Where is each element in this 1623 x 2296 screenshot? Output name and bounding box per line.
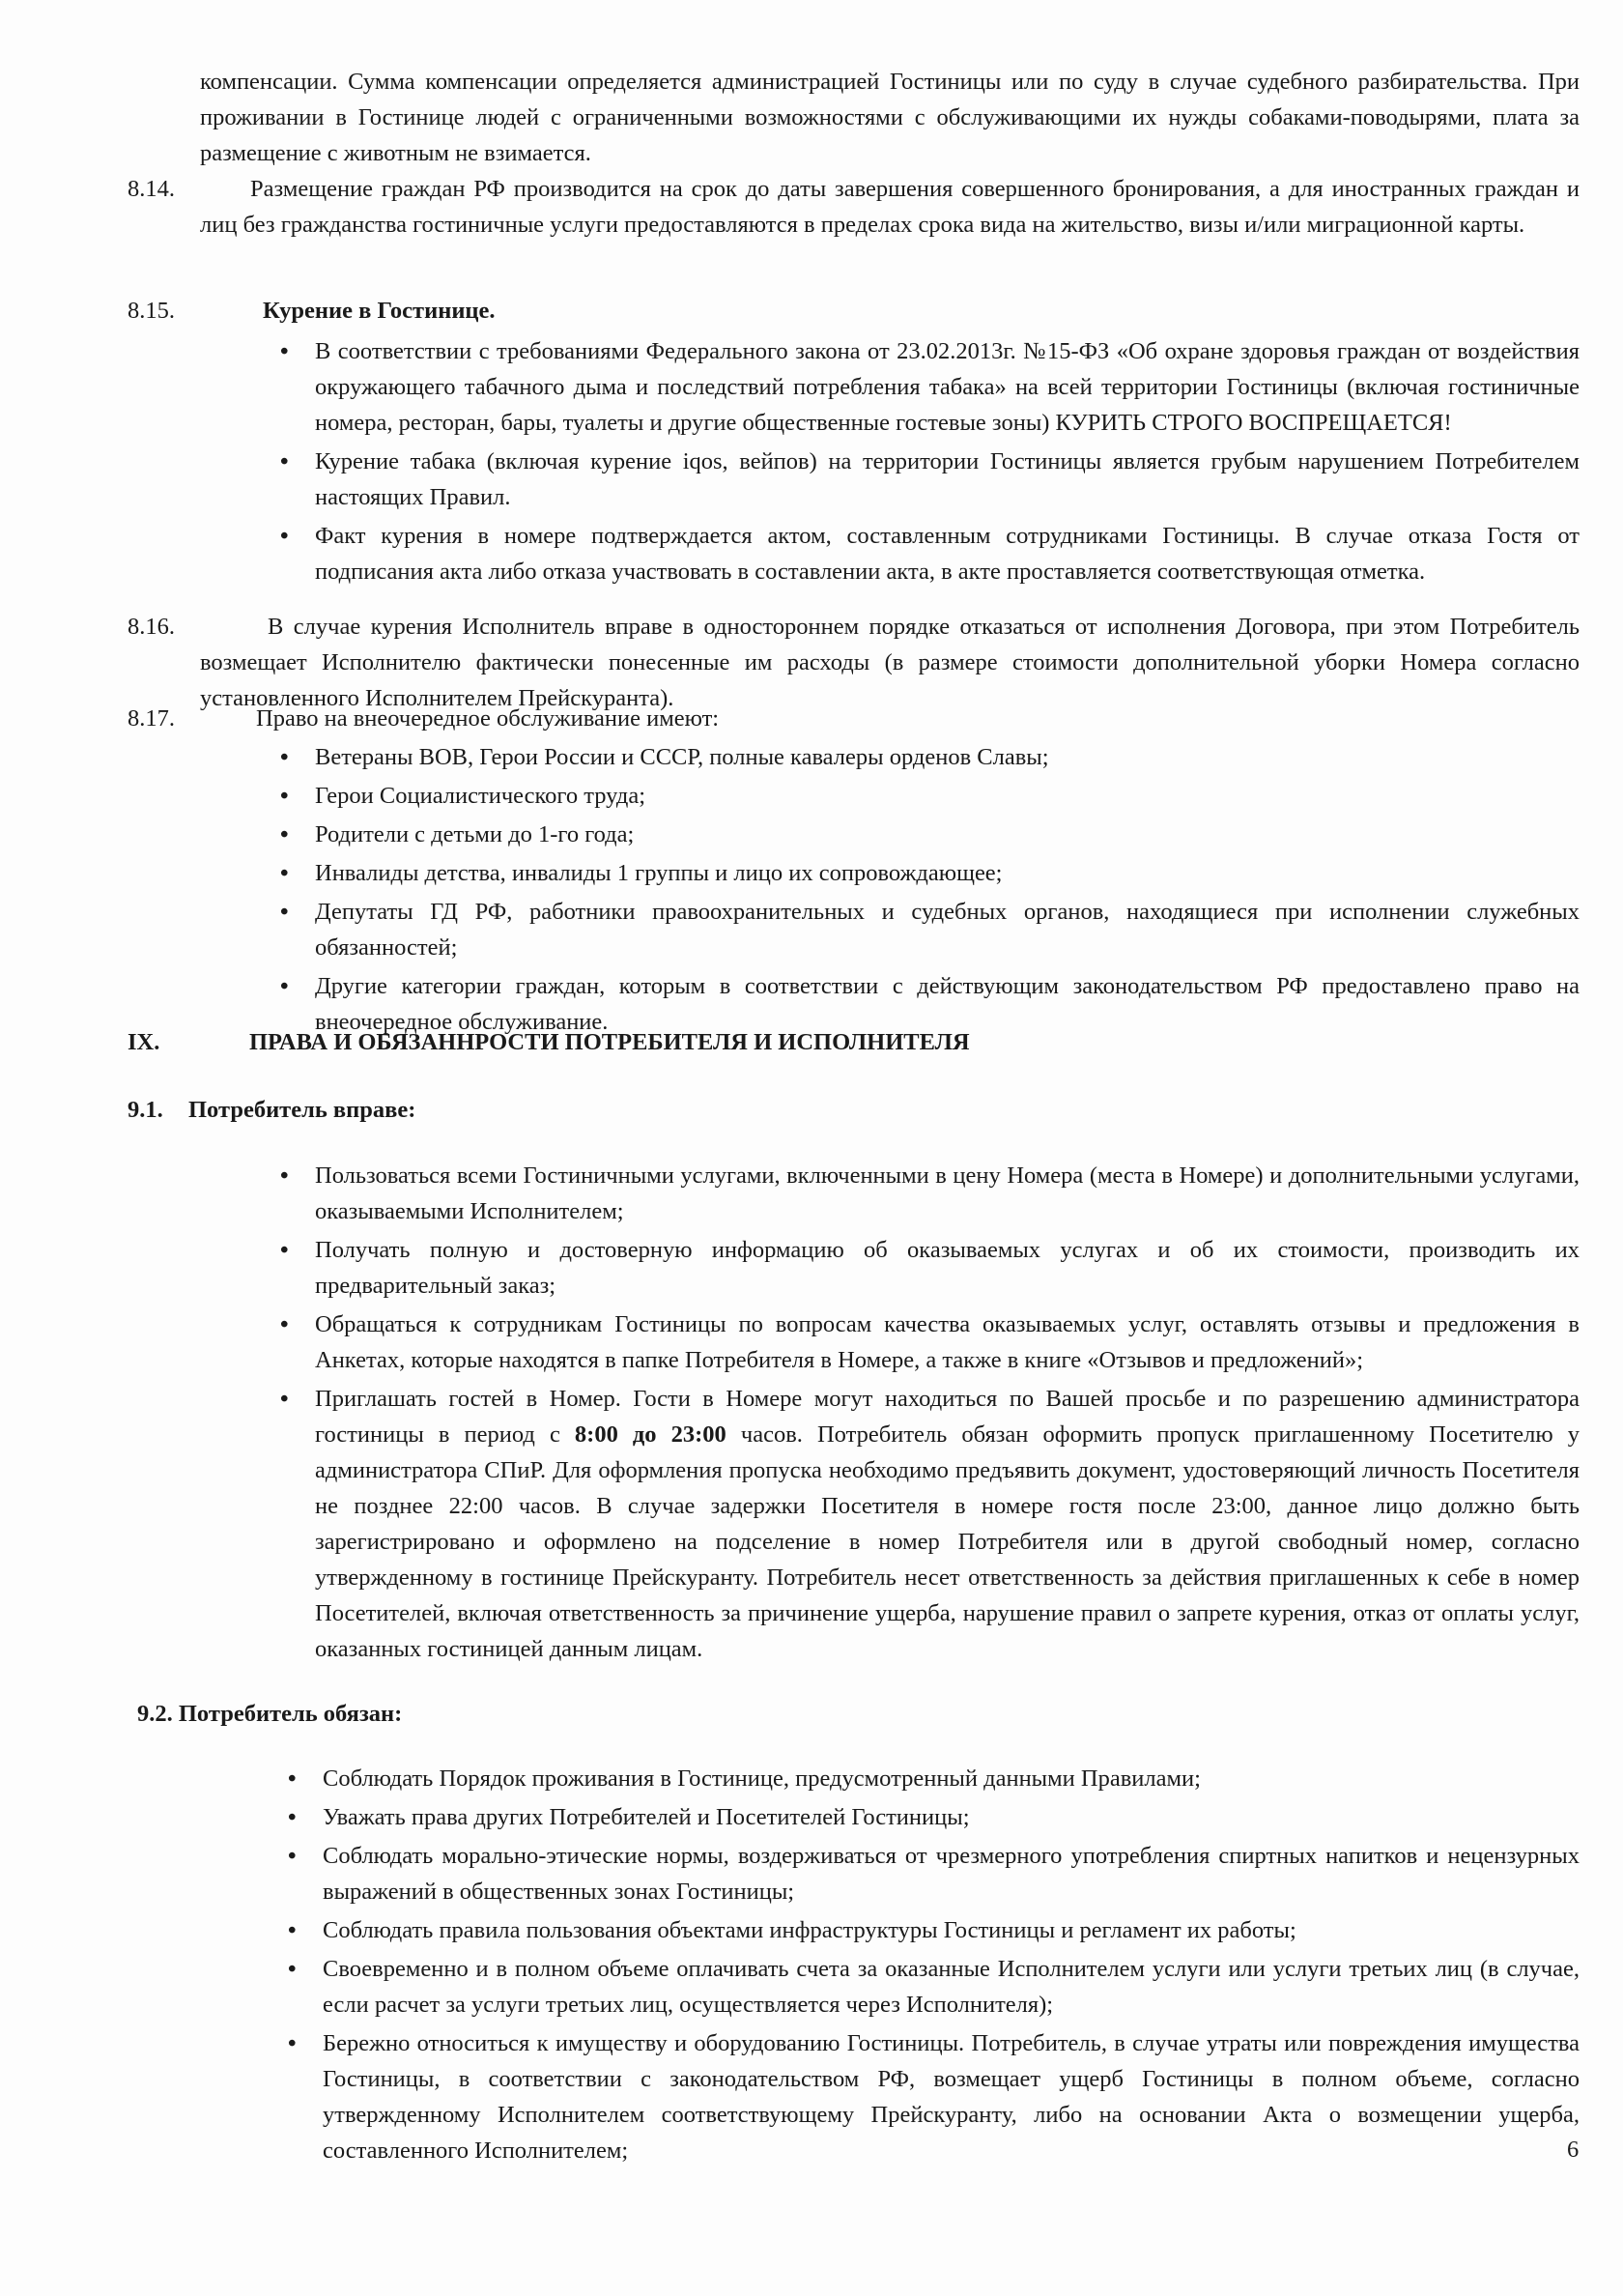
- list-item: • Пользоваться всеми Гостиничными услугами, включенными в цену Номера (места в Номере) и дополнительными услугами, оказываемыми Исполнителем;: [280, 1158, 1580, 1229]
- bullet-icon: •: [280, 448, 289, 474]
- section-title: 9.2. Потребитель обязан:: [137, 1701, 403, 1727]
- section-number: 8.14.: [128, 176, 175, 202]
- section-number: 8.16.: [128, 614, 175, 640]
- bullet-icon: •: [280, 1237, 289, 1263]
- bullet-icon: •: [280, 899, 289, 925]
- bullet-icon: •: [280, 744, 289, 770]
- chapter-number: IX.: [128, 1029, 160, 1055]
- section-number: 8.15.: [128, 298, 175, 324]
- smoking-list: [280, 333, 1580, 592]
- bullet-icon: •: [280, 523, 289, 549]
- bullet-icon: •: [280, 1386, 289, 1412]
- list-item: • Соблюдать правила пользования объектами инфраструктуры Гостиницы и регламент их работы;: [288, 1912, 1580, 1948]
- priority-list: [280, 739, 1580, 1043]
- section-number: 9.1.: [128, 1097, 163, 1123]
- bullet-icon: •: [280, 973, 289, 999]
- bullet-icon: •: [280, 821, 289, 847]
- list-item: • Обращаться к сотрудникам Гостиницы по вопросам качества оказываемых услуг, оставлять отзывы и предложения в Анкетах, которые находятся в папке Потребителя в Номере, а также в книге «Отзывов и предложений»;: [280, 1306, 1580, 1378]
- list-item: • Своевременно и в полном объеме оплачивать счета за оказанные Исполнителем услуги или услуги третьих лиц (в случае, если расчет за услуги третьих лиц, осуществляется через Исполнителя);: [288, 1951, 1580, 2023]
- bullet-icon: •: [288, 1765, 297, 1792]
- section-title: Потребитель вправе:: [188, 1097, 416, 1123]
- list-item: • Депутаты ГД РФ, работники правоохранительных и судебных органов, находящиеся при исполнении служебных обязанностей;: [280, 894, 1580, 965]
- bullet-icon: •: [288, 1843, 297, 1869]
- chapter-title: ПРАВА И ОБЯЗАННРОСТИ ПОТРЕБИТЕЛЯ И ИСПОЛНИТЕЛЯ: [249, 1029, 970, 1055]
- list-item: • Приглашать гостей в Номер. Гости в Номере могут находиться по Вашей просьбе и по разрешению администратора гостиницы в период с 8:00 до 23:00 часов. Потребитель обязан оформить пропуск приглашенному Посетителю у администратора СПиР. Для оформления пропуска необходимо предъявить документ, удостоверяющий личность Посетителя не позднее 22:00 часов. В случае задержки Посетителя в номере гостя после 23:00, данное лицо должно быть зарегистрировано и оформлено на подселение в номер Потребителя или в другой свободный номер, согласно утвержденному в гостинице Прейскуранту. Потребитель несет ответственность за действия приглашенных к себе в номер Посетителей, включая ответственность за причинение ущерба, нарушение правил о запрете курения, отказ от оплаты услуг, оказанных гостиницей данным лицам.: [280, 1381, 1580, 1667]
- list-item: • Бережно относиться к имуществу и оборудованию Гостиницы. Потребитель, в случае утраты или повреждения имущества Гостиницы, в соответствии с законодательством РФ, возмещает ущерб Гостиницы в полном объеме, согласно утвержденному Исполнителем соответствующему Прейскуранту, либо на основании Акта о возмещении ущерба, составленного Исполнителем;: [288, 2025, 1580, 2168]
- bullet-icon: •: [280, 860, 289, 886]
- list-item: • Ветераны ВОВ, Герои России и СССР, полные кавалеры орденов Славы;: [280, 739, 1580, 775]
- list-item: • Соблюдать Порядок проживания в Гостинице, предусмотренный данными Правилами;: [288, 1761, 1580, 1796]
- rights-list: [280, 1158, 1580, 1670]
- list-item: • Курение табака (включая курение iqos, вейпов) на территории Гостиницы является грубым нарушением Потребителем настоящих Правил.: [280, 444, 1580, 515]
- list-item: • В соответствии с требованиями Федерального закона от 23.02.2013г. №15-ФЗ «Об охране здоровья граждан от воздействия окружающего табачного дыма и последствий потребления табака» на всей территории Гостиницы (включая гостиничные номера, ресторан, бары, туалеты и другие общественные гостевые зоны) КУРИТЬ СТРОГО ВОСПРЕЩАЕТСЯ!: [280, 333, 1580, 441]
- bullet-icon: •: [288, 2030, 297, 2056]
- bullet-icon: •: [288, 1804, 297, 1830]
- list-item: • Герои Социалистического труда;: [280, 778, 1580, 814]
- section-number: 8.17.: [128, 705, 175, 732]
- list-item: • Факт курения в номере подтверждается актом, составленным сотрудниками Гостиницы. В случае отказа Гостя от подписания акта либо отказа участвовать в составлении акта, в акте проставляется соответствующая отметка.: [280, 518, 1580, 589]
- list-item: • Соблюдать морально-этические нормы, воздерживаться от чрезмерного употребления спиртных напитков и нецензурных выражений в общественных зонах Гостиницы;: [288, 1838, 1580, 1909]
- list-item: • Другие категории граждан, которым в соответствии с действующим законодательством РФ предоставлено право на внеочередное обслуживание.: [280, 968, 1580, 1040]
- intro-text: компенсации. Сумма компенсации определяется администрацией Гостиницы или по суду в случае судебного разбирательства. При проживании в Гостинице людей с ограниченными возможностями с обслуживающими их нужды собаками-поводырями, плата за размещение с животным не взимается.: [200, 69, 1580, 166]
- section-text: Право на внеочередное обслуживание имеют:: [256, 705, 720, 732]
- bullet-icon: •: [280, 1162, 289, 1189]
- section-text: Размещение граждан РФ производится на срок до даты завершения совершенного бронирования, а для иностранных граждан и лиц без гражданства гостиничные услуги предоставляются в пределах срока вида на жительство, визы и/или миграционной карты.: [200, 176, 1580, 238]
- bullet-icon: •: [280, 783, 289, 809]
- page-number: 6: [1567, 2137, 1580, 2163]
- section-text: В случае курения Исполнитель вправе в одностороннем порядке отказаться от исполнения Договора, при этом Потребитель возмещает Исполнителю фактически понесенные им расходы (в размере стоимости дополнительной уборки Номера согласно установленного Исполнителем Прейскуранта).: [200, 614, 1580, 711]
- list-item: • Получать полную и достоверную информацию об оказываемых услугах и об их стоимости, производить их предварительный заказ;: [280, 1232, 1580, 1304]
- obligations-list: [288, 1761, 1580, 2171]
- visiting-hours: 8:00 до 23:00: [574, 1421, 726, 1448]
- bullet-icon: •: [280, 338, 289, 364]
- list-item: • Родители с детьми до 1-го года;: [280, 817, 1580, 852]
- list-item: • Инвалиды детства, инвалиды 1 группы и лицо их сопровождающее;: [280, 855, 1580, 891]
- bullet-icon: •: [288, 1917, 297, 1943]
- bullet-icon: •: [280, 1311, 289, 1337]
- section-title: Курение в Гостинице.: [263, 298, 496, 324]
- bullet-icon: •: [288, 1956, 297, 1982]
- list-item: • Уважать права других Потребителей и Посетителей Гостиницы;: [288, 1799, 1580, 1835]
